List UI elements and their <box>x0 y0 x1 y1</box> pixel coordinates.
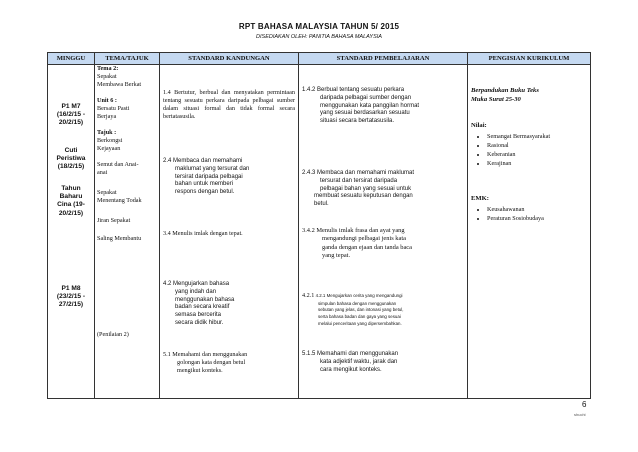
tahun-baharu-cina <box>48 185 94 218</box>
week-1-label: P1 M7 <box>61 103 81 110</box>
k5-line-2: golongan kata dengan betul <box>177 359 246 367</box>
cuti-line-2: Peristiwa <box>56 155 86 163</box>
k4-line-1: 4.2 Mengujarkan bahasa <box>163 281 230 287</box>
p3-line-3: ganda dengan ejaan dan tanda baca <box>322 243 412 251</box>
cell-kandungan <box>160 65 299 399</box>
kandungan-5-1 <box>163 351 295 375</box>
unit-name-1: Bersatu Pasti <box>97 105 130 113</box>
col-header-kandungan: STANDARD KANDUNGAN <box>160 53 299 65</box>
p4-line-5: melalui penceritaan yang dipersembahkan. <box>318 321 402 327</box>
p4-line-2: simpulan bahasa dengan menggunakan <box>318 300 397 306</box>
tbc-line-2: Baharu <box>59 193 83 201</box>
cuti-line-1: Cuti <box>64 147 78 154</box>
story-semut-1: Semut dan Anai- <box>97 161 139 168</box>
tajuk-name-1: Berkongsi <box>97 137 123 145</box>
page-number: 6 <box>582 400 587 409</box>
unit-label: Unit 6 : <box>97 97 117 104</box>
week-1-end: 20/2/15) <box>58 119 84 127</box>
col-header-kurikulum: PENGISIAN KURIKULUM <box>468 53 591 65</box>
kandungan-2-4 <box>163 158 295 197</box>
nilai-heading: Nilai: <box>471 122 487 129</box>
tema-name-1: Sepakat <box>97 73 117 81</box>
nilai-list <box>471 133 587 169</box>
pembelajaran-1-4-2 <box>302 87 464 126</box>
story-jiran: Jiran Sepakat <box>97 217 131 224</box>
p3-line-2: mengandungi pelbagai jenis kata <box>322 235 406 243</box>
list-item: • Peraturan Sosiobudaya <box>487 215 587 224</box>
k5-line-3: mengikut konteks. <box>177 367 223 375</box>
list-item: • Keusahawanan <box>487 206 587 215</box>
rpt-table <box>47 52 591 399</box>
week-2-label: P1 M8 <box>61 285 81 292</box>
p1-line-5: situasi secara bertatasusila. <box>320 118 395 125</box>
p2-line-3: pelbagai bahan yang sesuai untuk <box>320 185 412 192</box>
p3-line-1: 3.4.2 Menulis imlak frasa dan ayat yang <box>302 227 405 234</box>
cuti-line-3: (18/2/15) <box>57 163 85 171</box>
document-subtitle: DISEDIAKAN OLEH: PANITIA BAHASA MALAYSIA <box>256 34 382 40</box>
list-item: • Keberanian <box>487 151 587 160</box>
tema-name-2: Membawa Berkat <box>97 81 142 89</box>
emk-list <box>471 206 587 224</box>
k2-line-4: bahan untuk memberi <box>175 181 234 188</box>
pembelajaran-3-4-2 <box>302 227 464 260</box>
cuti-peristiwa <box>48 147 94 172</box>
tema-label: Tema 2: <box>97 65 119 72</box>
p1-line-1: 1.4.2 Berbual tentang sesuatu perkara <box>302 87 405 93</box>
story-todak-2: Menentang Todak <box>97 197 142 205</box>
document-title: RPT BAHASA MALAYSIA TAHUN 5/ 2015 <box>238 22 400 31</box>
cell-pembelajaran <box>299 65 468 399</box>
col-header-pembelajaran: STANDARD PEMBELAJARAN <box>299 53 468 65</box>
p4-code: 4.2.1 <box>302 292 315 299</box>
p3-line-4: yang tepat. <box>322 251 351 259</box>
week-1 <box>48 103 94 128</box>
col-header-tema: TEMA/TAJUK <box>95 53 160 65</box>
p4-line-1: 4.2.1 Mengujarkan cerita yang mengandungi <box>315 293 403 298</box>
story-todak-1: Sepakat <box>97 189 117 196</box>
emk-heading: EMK: <box>471 195 489 202</box>
p2-line-1: 2.4.3 Membaca dan memahami maklumat <box>302 170 415 176</box>
k4-line-5: semasa bercerita <box>175 312 222 319</box>
penilaian-label: (Penilaian 2) <box>97 331 129 338</box>
pembelajaran-5-1-5 <box>302 351 464 374</box>
pembelajaran-4-2-1 <box>302 291 464 328</box>
week-2-end: 27/2/15) <box>58 301 84 309</box>
p2-line-4: membuat sesuatu keputusan dengan <box>314 193 413 200</box>
k2-line-3: tersirat daripada pelbagai <box>175 173 243 180</box>
p4-line-3: sebutan yang jelas, dan intonasi yang betul, <box>318 307 404 313</box>
week-2-start: (23/2/15 - <box>56 293 86 301</box>
p5-line-3: cara mengikut konteks. <box>320 366 382 373</box>
story-saling: Saling Membantu <box>97 235 142 242</box>
p5-line-2: kata adjektif waktu, jarak dan <box>320 358 398 365</box>
p2-line-5: betul. <box>314 201 329 208</box>
week-2 <box>48 285 94 310</box>
kandungan-3-4: 3.4 Menulis imlak dengan tepat. <box>163 230 243 237</box>
story-semut-2: anai <box>97 169 108 177</box>
p1-line-2: daripada pelbagai sumber dengan <box>320 94 412 101</box>
tajuk-name-2: Kejayaan <box>97 145 121 153</box>
tbc-line-4: 20/2/15) <box>58 209 84 217</box>
list-item: • Rasional <box>487 142 587 151</box>
p2-line-2: tersurat dan tersirat daripada <box>320 177 398 184</box>
k4-line-3: menggunakan bahasa <box>175 296 235 303</box>
kandungan-4-2 <box>163 281 295 328</box>
kandungan-1-4: 1.4 Bertutur, berbual dan menyatakan permintaan tentang sesuatu perkara daripada pelbagai sumber dalam situasi formal dan tidak formal secara bertatasusila. <box>163 89 295 121</box>
list-item: • Kerajinan <box>487 160 587 169</box>
cell-tema <box>95 65 160 399</box>
k5-line-1: 5.1 Memahami dan menggunakan <box>163 351 248 358</box>
table-header-row <box>48 53 591 65</box>
list-item: • Semangat Bermasyarakat <box>487 133 587 142</box>
unit-name-2: Berjaya <box>97 113 117 121</box>
k4-line-2: yang indah dan <box>175 288 217 295</box>
tbc-line-3: Cina (19- <box>57 201 85 209</box>
textbook-ref-2: Muka Surat 25-30 <box>471 95 521 103</box>
k2-line-1: 2.4 Membaca dan memahami <box>163 158 243 164</box>
tbc-line-1: Tahun <box>61 185 81 192</box>
cell-minggu <box>48 65 95 399</box>
k4-line-4: badan secara kreatif <box>175 304 230 311</box>
p1-line-4: yang sesuai berdasarkan sesuatu <box>320 110 410 117</box>
k4-line-6: secara didik hibur. <box>175 319 224 326</box>
pembelajaran-2-4-3 <box>302 170 464 209</box>
cell-kurikulum <box>468 65 591 399</box>
tajuk-label: Tajuk : <box>97 129 117 136</box>
p1-line-3: menggunakan kata panggilan hormat <box>320 102 420 109</box>
col-header-minggu: MINGGU <box>48 53 95 65</box>
week-1-start: (16/2/15 - <box>56 111 86 119</box>
footer-note: shuchi <box>574 412 586 417</box>
table-row <box>48 65 591 399</box>
p4-line-4: serta bahasa badan dan gaya yang sesuai <box>318 314 401 320</box>
p5-line-1: 5.1.5 Memahami dan menggunakan <box>302 351 399 357</box>
textbook-ref-1: Berpandukan Buku Teks <box>471 87 539 94</box>
k2-line-5: respons dengan betul. <box>175 189 235 196</box>
k2-line-2: maklumat yang tersurat dan <box>175 165 250 172</box>
